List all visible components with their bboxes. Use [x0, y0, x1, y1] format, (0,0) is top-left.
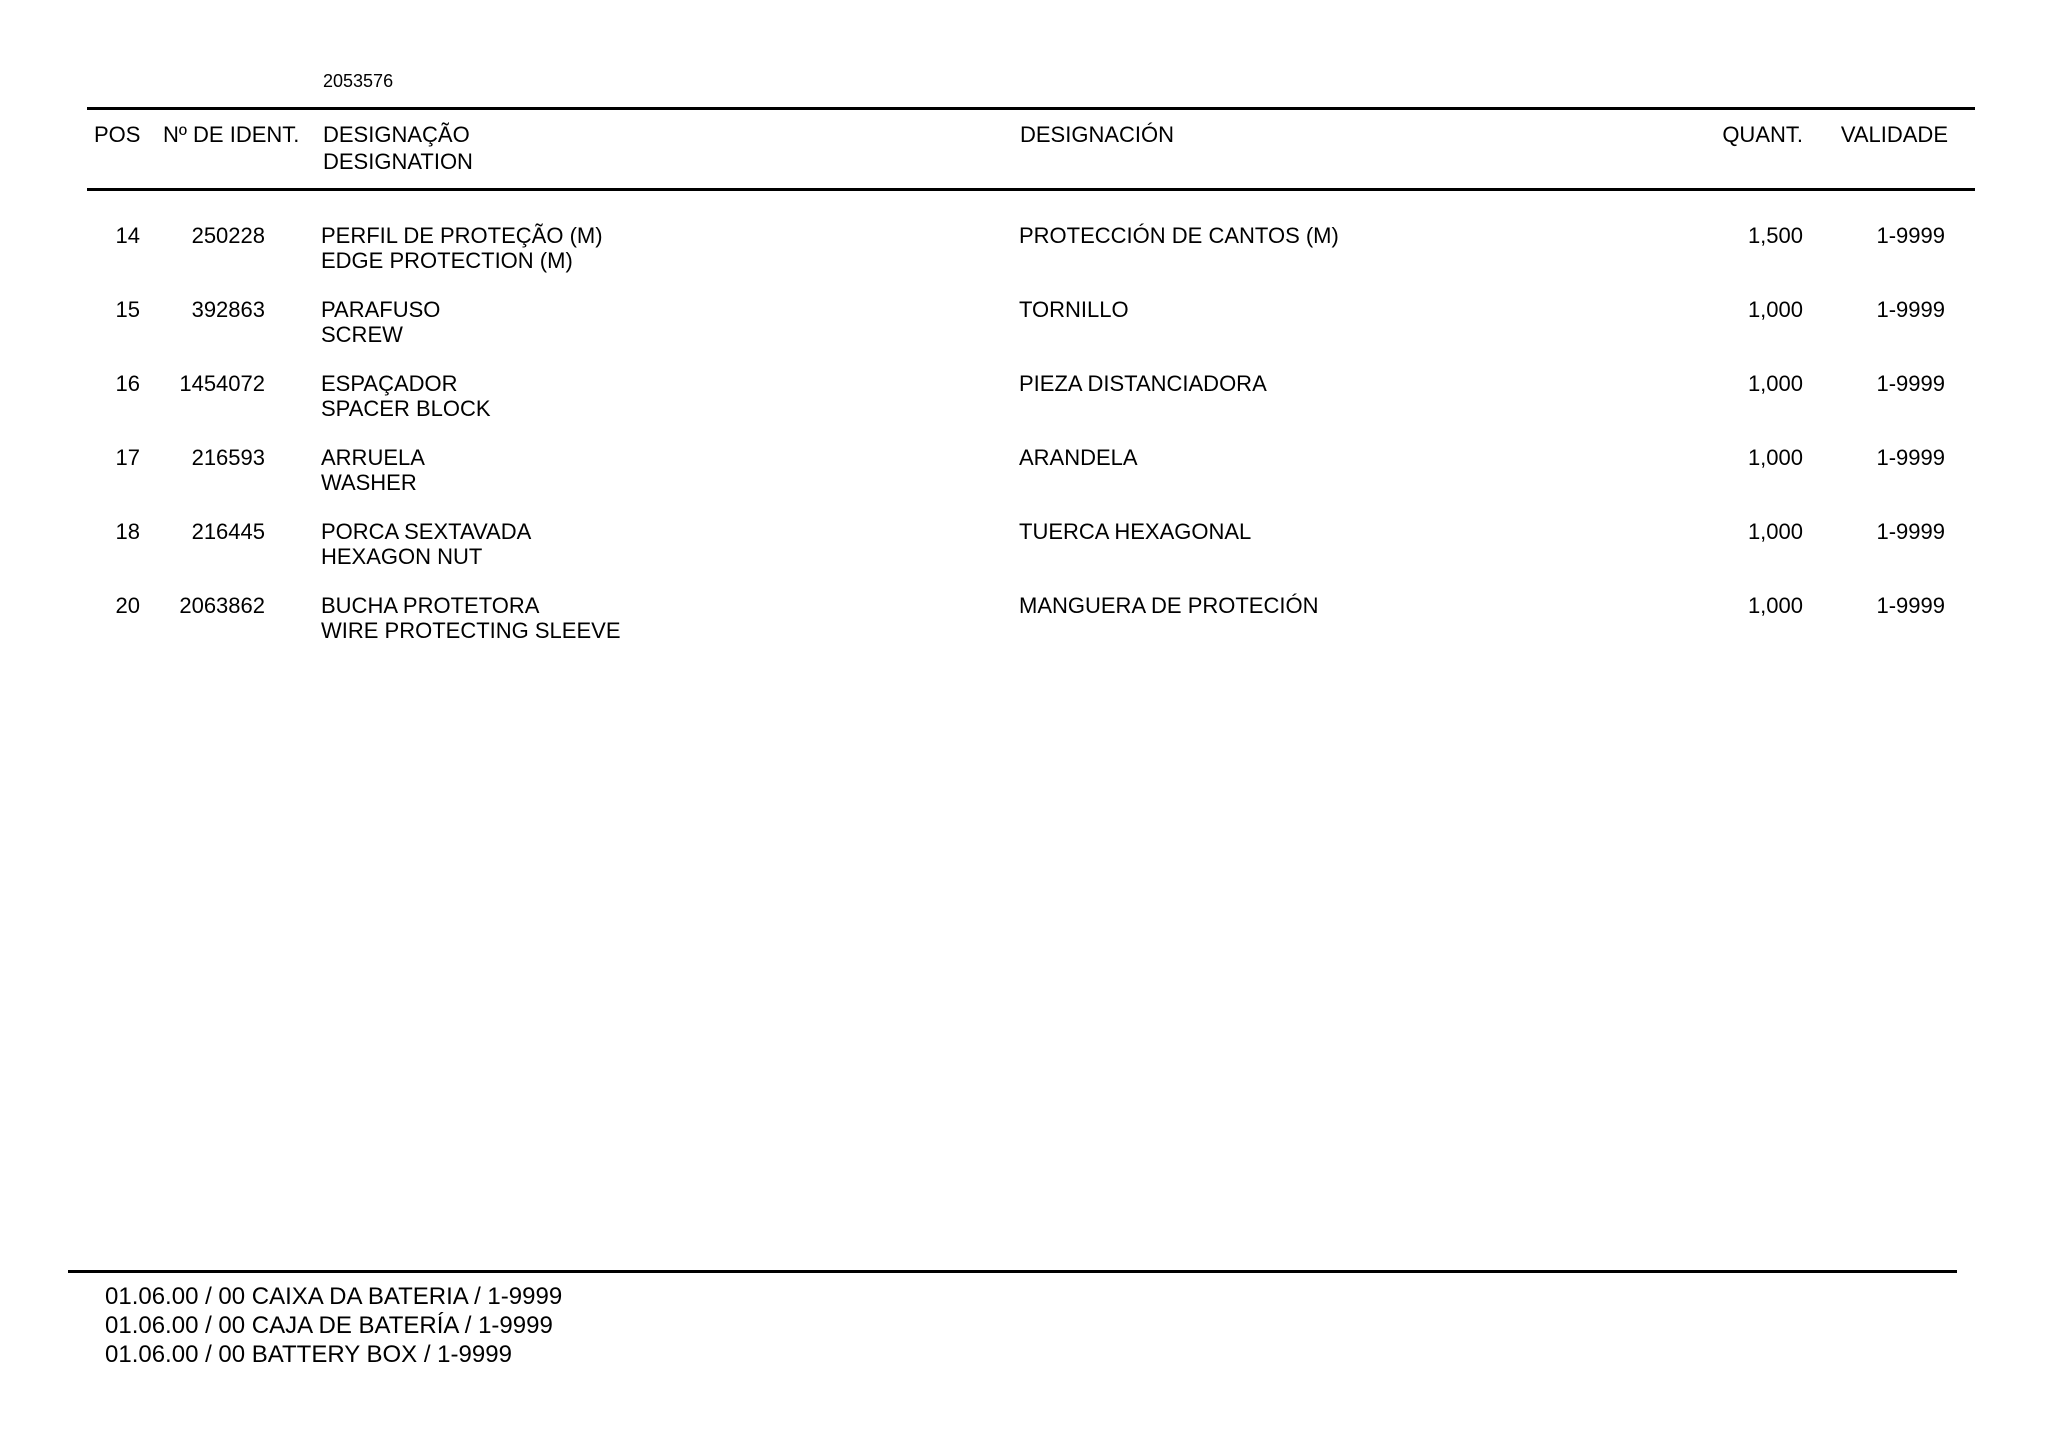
table-row: [0, 444, 2048, 504]
row-designation-es: PIEZA DISTANCIADORA: [1019, 371, 1267, 396]
row-quantity: 1,000: [1747, 445, 1803, 470]
row-validity: 1-9999: [1876, 593, 1945, 618]
row-quantity: 1,500: [1747, 223, 1803, 248]
row-designation-en: SPACER BLOCK: [321, 396, 491, 421]
footer-divider: [68, 1270, 1957, 1273]
row-pos: 17: [115, 445, 140, 470]
row-designation-pt: PARAFUSO: [321, 297, 441, 322]
column-header-pos: POS: [94, 122, 141, 147]
row-designation-pt: PERFIL DE PROTEÇÃO (M): [321, 223, 603, 248]
header-top-divider: [87, 107, 1975, 110]
row-validity: 1-9999: [1876, 519, 1945, 544]
row-pos: 20: [115, 593, 140, 618]
row-designation-es: TORNILLO: [1019, 297, 1129, 322]
header-bottom-divider: [87, 188, 1975, 191]
row-ident: 250228: [191, 223, 265, 248]
row-pos: 15: [115, 297, 140, 322]
row-ident: 1454072: [179, 371, 265, 396]
row-ident: 216593: [191, 445, 265, 470]
row-designation-es: PROTECCIÓN DE CANTOS (M): [1019, 223, 1339, 248]
row-designation-en: SCREW: [321, 322, 403, 347]
table-row: [0, 370, 2048, 430]
row-validity: 1-9999: [1876, 297, 1945, 322]
row-validity: 1-9999: [1876, 223, 1945, 248]
row-designation-es: MANGUERA DE PROTECIÓN: [1019, 593, 1319, 618]
table-row: [0, 296, 2048, 356]
table-row: [0, 518, 2048, 578]
row-designation-en: HEXAGON NUT: [321, 544, 483, 569]
row-ident: 216445: [191, 519, 265, 544]
row-designation-pt: PORCA SEXTAVADA: [321, 519, 532, 544]
row-designation-en: WIRE PROTECTING SLEEVE: [321, 618, 621, 643]
column-header-designation-en: DESIGNATION: [323, 149, 473, 174]
footer-line-pt: 01.06.00 / 00 CAIXA DA BATERIA / 1-9999: [105, 1283, 563, 1310]
column-header-designation-pt: DESIGNAÇÃO: [323, 122, 470, 147]
row-designation-en: EDGE PROTECTION (M): [321, 248, 573, 273]
row-pos: 16: [115, 371, 140, 396]
footer-line-es: 01.06.00 / 00 CAJA DE BATERÍA / 1-9999: [105, 1312, 553, 1339]
row-quantity: 1,000: [1747, 371, 1803, 396]
row-ident: 392863: [191, 297, 265, 322]
table-row: [0, 592, 2048, 652]
footer-line-en: 01.06.00 / 00 BATTERY BOX / 1-9999: [105, 1341, 512, 1368]
row-quantity: 1,000: [1747, 593, 1803, 618]
column-header-validity: VALIDADE: [1840, 122, 1948, 147]
row-designation-pt: ESPAÇADOR: [321, 371, 458, 396]
row-ident: 2063862: [179, 593, 265, 618]
row-designation-es: ARANDELA: [1019, 445, 1138, 470]
column-header-designation-es: DESIGNACIÓN: [1020, 122, 1175, 147]
row-quantity: 1,000: [1747, 519, 1803, 544]
document-number: 2053576: [323, 71, 394, 91]
row-pos: 18: [115, 519, 140, 544]
row-designation-pt: BUCHA PROTETORA: [321, 593, 540, 618]
row-quantity: 1,000: [1747, 297, 1803, 322]
column-header-ident: Nº DE IDENT.: [163, 122, 300, 147]
row-designation-es: TUERCA HEXAGONAL: [1019, 519, 1252, 544]
row-pos: 14: [115, 223, 140, 248]
row-validity: 1-9999: [1876, 445, 1945, 470]
row-designation-en: WASHER: [321, 470, 417, 495]
column-header-quantity: QUANT.: [1722, 122, 1803, 147]
row-designation-pt: ARRUELA: [321, 445, 425, 470]
row-validity: 1-9999: [1876, 371, 1945, 396]
table-row: [0, 222, 2048, 282]
